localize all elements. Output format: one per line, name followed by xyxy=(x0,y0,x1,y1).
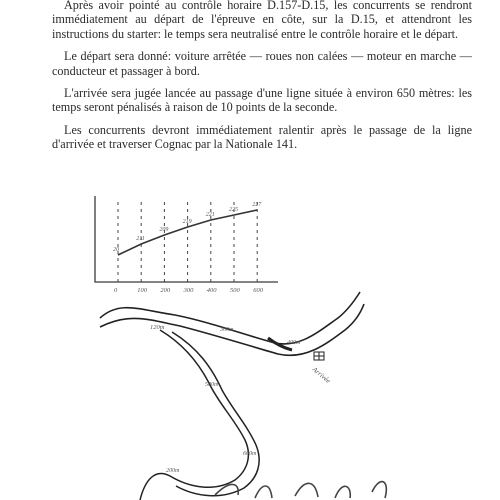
profile-point-label: 209 xyxy=(159,227,169,233)
map-label-start: 120m xyxy=(150,324,165,331)
map-label-a: 300m xyxy=(220,327,234,333)
finish-flag-icon xyxy=(314,352,324,360)
profile-point-label: 211 xyxy=(136,236,145,242)
profile-point-label: 225 xyxy=(229,207,238,213)
paragraph-slowdown: Les concurrents devront immédiatement ralentir après le passage de la ligne d'arrivée et traverser Cognac par la Nationale 141. xyxy=(52,122,472,152)
map-label-b: 400m xyxy=(287,340,301,346)
paragraph-finish: L'arrivée sera jugée lancée au passage d'une ligne située à environ 650 mètres: les temps seront pénalisés à raison de 10 points de la seconde. xyxy=(52,86,472,115)
profile-x-tick-label: 600 xyxy=(253,287,263,294)
profile-point-label: 227 xyxy=(252,202,262,208)
paragraph-departure: Après avoir pointé au contrôle horaire D.157-D.15, les concurrents se rendront immédiatement au départ de l'épreuve en côte, sur la D.15, et attendront les instructions du starter: le temps sera neutralisé entre le contrôle horaire et le départ. xyxy=(52,0,472,41)
map-label-c: 500m xyxy=(205,382,219,388)
profile-x-tick-label: 0 xyxy=(114,287,118,294)
profile-frame xyxy=(95,196,278,282)
profile-point-label: 221 xyxy=(205,212,215,218)
paragraph-start: Le départ sera donné: voiture arrêtée — roues non calées — moteur en marche — conducteur et passager à bord. xyxy=(52,49,472,78)
map-label-arrivee: Arrivée xyxy=(310,365,332,386)
profile-x-tick-label: 300 xyxy=(183,287,194,294)
elevation-profile xyxy=(95,196,278,294)
profile-x-ticks xyxy=(114,287,264,294)
road-map xyxy=(100,292,386,500)
profile-x-tick-label: 100 xyxy=(137,287,147,294)
map-label-d: 600m xyxy=(243,451,257,457)
map-road-course-right xyxy=(172,332,259,496)
map-label-e: 200m xyxy=(166,468,180,474)
profile-point-label: 219 xyxy=(182,219,192,225)
profile-x-tick-label: 500 xyxy=(230,287,240,294)
map-road-course-left xyxy=(140,330,248,500)
profile-point-label: 20 xyxy=(113,247,119,253)
profile-x-tick-label: 200 xyxy=(160,287,171,294)
profile-x-tick-label: 400 xyxy=(206,287,217,294)
